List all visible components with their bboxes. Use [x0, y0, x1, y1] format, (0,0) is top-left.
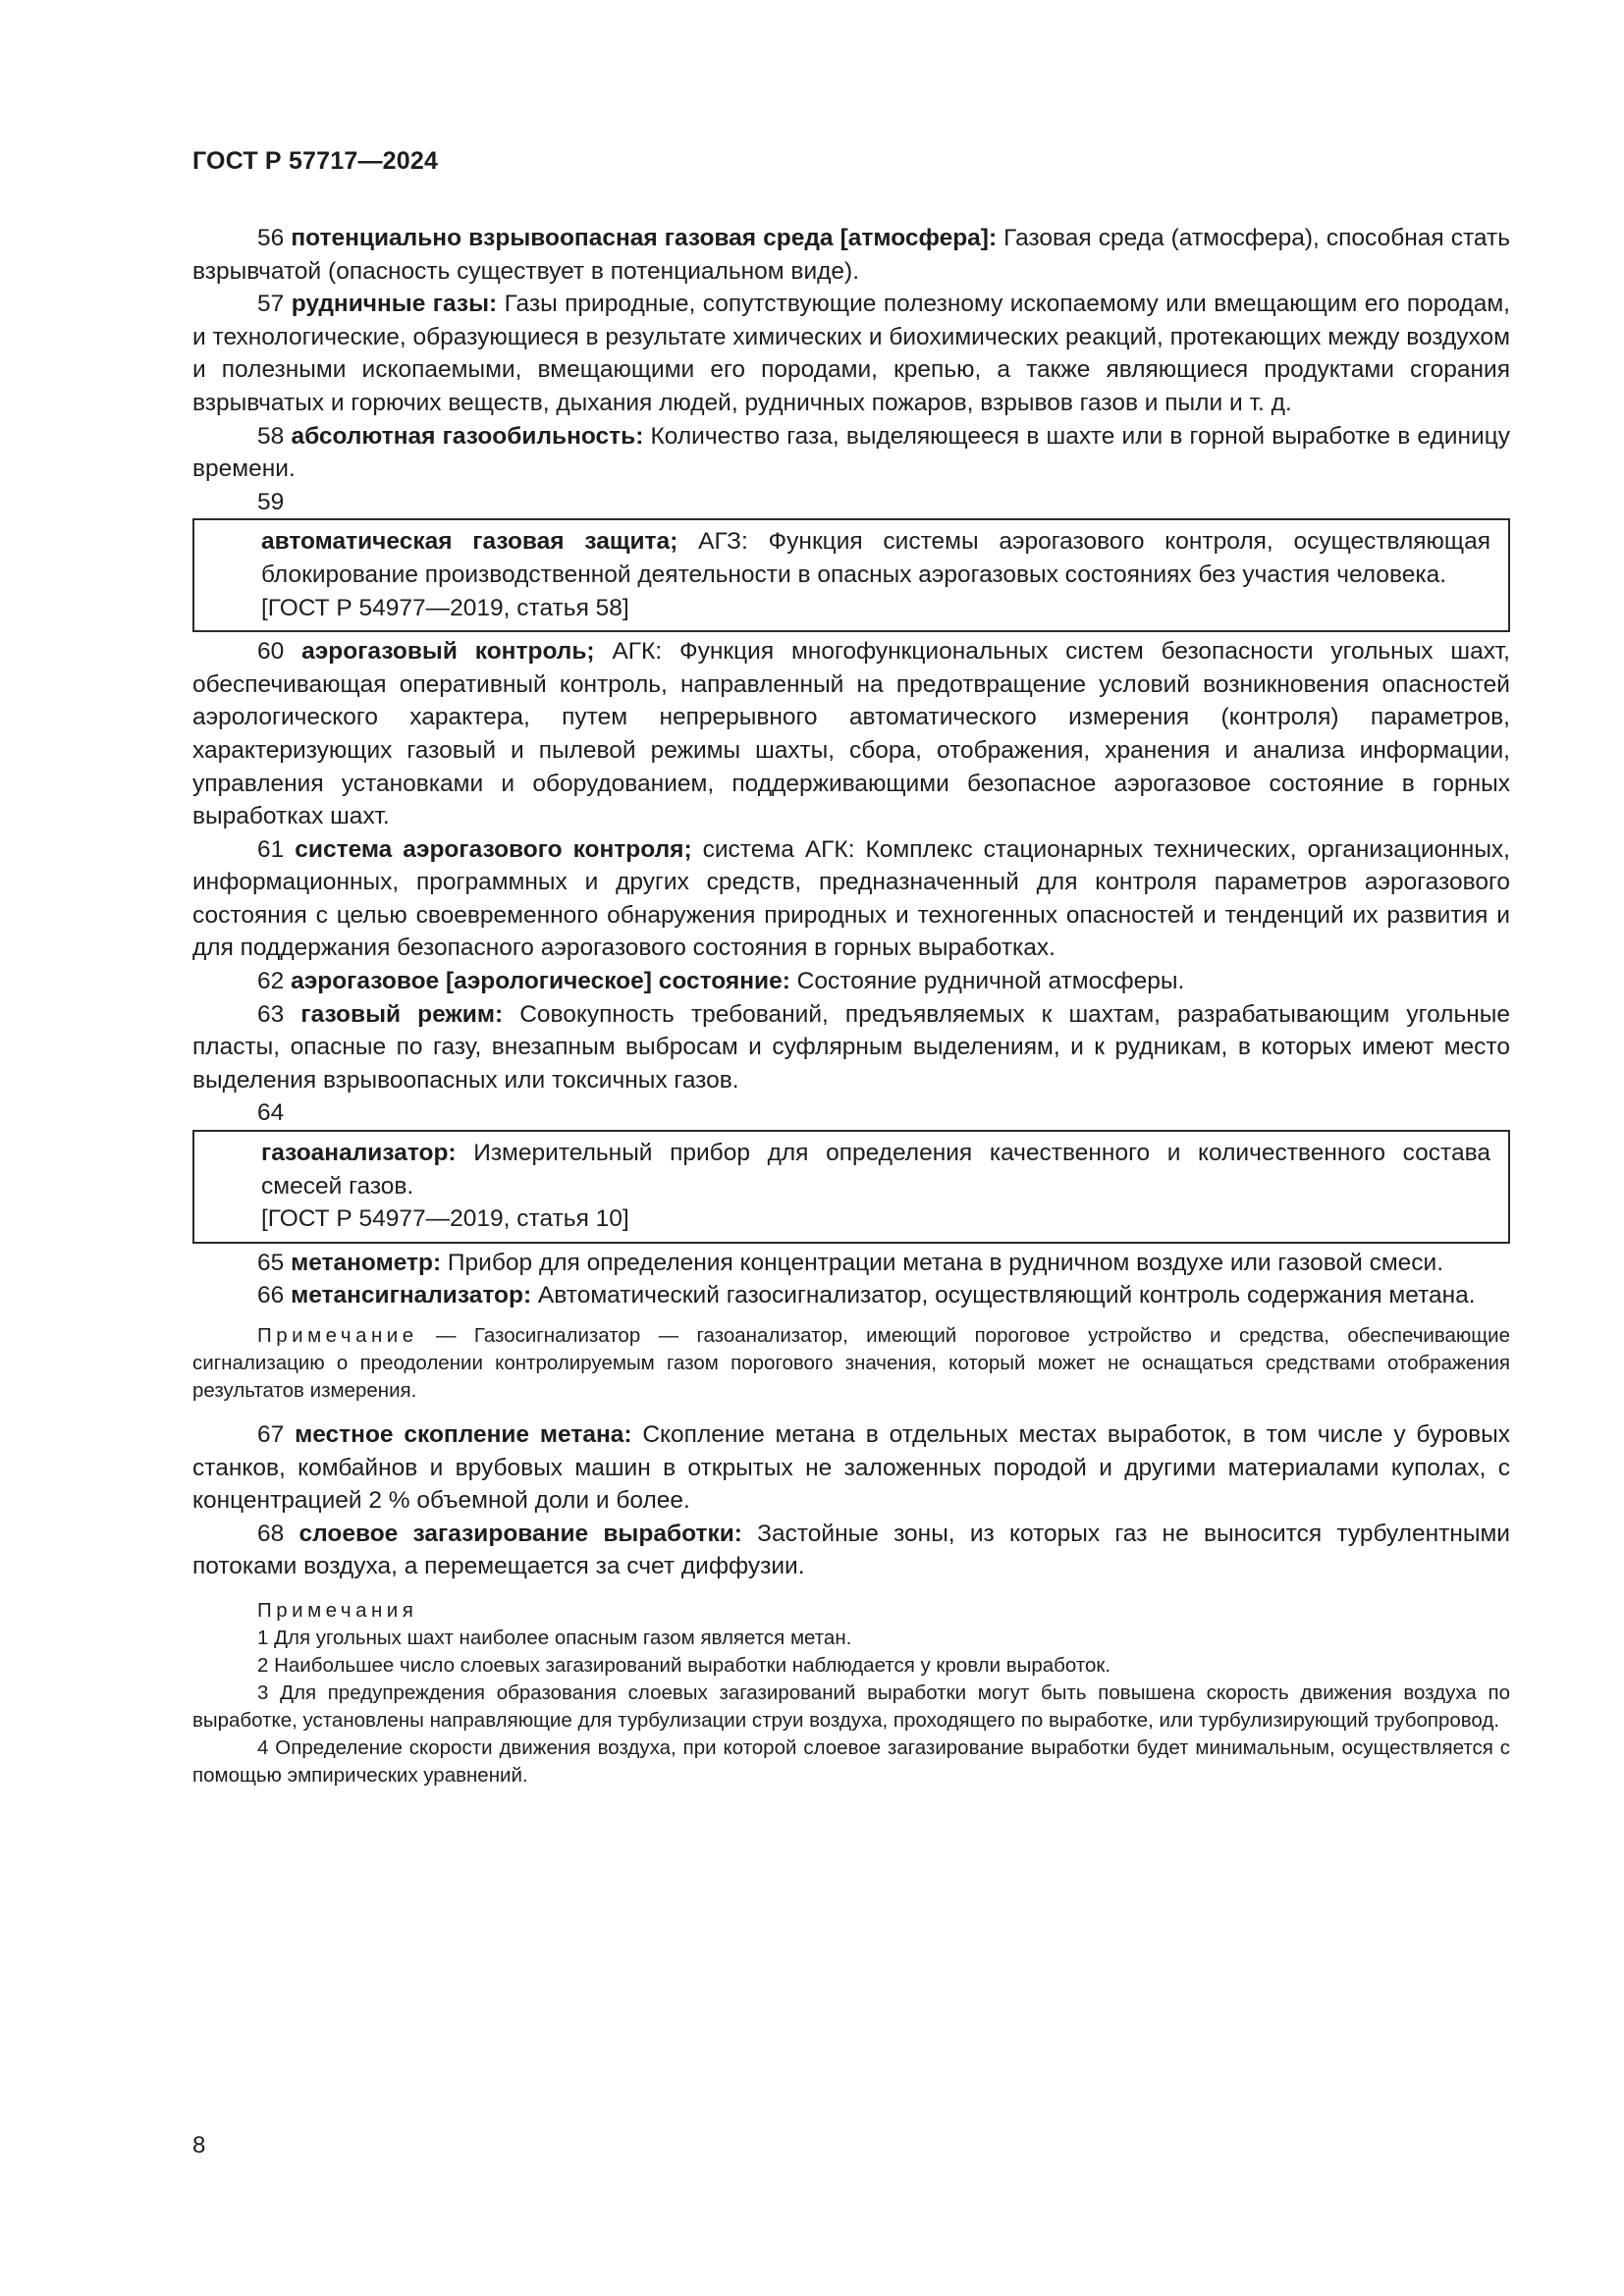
note-text: — Газосигнализатор — газоанализатор, имеющий пороговое устройство и средства, обеспечивающие сигнализацию о преодолении контролируемым газом порогового значения, который может не оснащаться средствами отображения результатов измерения. — [192, 1324, 1510, 1402]
term-entry-61 — [192, 833, 1510, 965]
citation-source: [ГОСТ Р 54977—2019, статья 10] — [261, 1205, 629, 1233]
entry-term: метансигнализатор: — [291, 1282, 532, 1309]
cited-term-box-59 — [192, 518, 1510, 632]
notes-68 — [192, 1597, 1510, 1789]
entry-number: 68 — [257, 1520, 285, 1547]
entry-definition: Газовая среда (атмосфера), способная стать взрывчатой (опасность существует в потенциальном виде). — [192, 225, 1510, 285]
entry-term: аэрогазовое [аэрологическое] состояние: — [291, 968, 790, 995]
entry-definition: Количество газа, выделяющееся в шахте или в горной выработке в единицу времени. — [192, 422, 1510, 483]
entry-term: слоевое загазирование выработки: — [298, 1520, 742, 1547]
entry-term: рудничные газы: — [291, 291, 498, 318]
entry-number: 56 — [257, 225, 285, 251]
term-entry-68 — [192, 1518, 1510, 1583]
entry-number: 67 — [257, 1421, 285, 1448]
term-entry-58 — [192, 420, 1510, 486]
term-entry-66 — [192, 1279, 1510, 1312]
note-label: Примечание — [257, 1324, 418, 1347]
entry-definition: Измерительный прибор для определения качественного и количественного состава смесей газов. — [261, 1140, 1490, 1200]
entry-definition: Прибор для определения концентрации метана в рудничном воздухе или газовой смеси. — [441, 1249, 1444, 1276]
document-code-header: ГОСТ Р 57717—2024 — [192, 147, 439, 175]
entry-number-59: 59 — [257, 488, 285, 515]
entry-number: 61 — [257, 835, 285, 863]
entry-term: автоматическая газовая защита; — [261, 528, 678, 556]
entry-number: 66 — [257, 1282, 285, 1309]
entry-number: 57 — [257, 291, 285, 318]
entry-term: потенциально взрывоопасная газовая среда [атмосфера]: — [291, 225, 998, 251]
term-entry-65 — [192, 1247, 1510, 1280]
citation-source: [ГОСТ Р 54977—2019, статья 58] — [261, 594, 629, 621]
term-entry-63 — [192, 998, 1510, 1097]
entry-number: 60 — [257, 638, 285, 666]
page-number: 8 — [192, 2132, 206, 2159]
note-66 — [192, 1322, 1510, 1405]
entry-term: местное скопление метана: — [295, 1421, 632, 1448]
term-entry-67 — [192, 1418, 1510, 1518]
entry-number: 58 — [257, 422, 285, 450]
entry-term: система аэрогазового контроля; — [295, 835, 692, 863]
entry-definition: Застойные зоны, из которых газ не выносится турбулентными потоками воздуха, а перемещается за счет диффузии. — [192, 1520, 1510, 1580]
entry-number: 62 — [257, 968, 285, 995]
entry-term: абсолютная газообильность: — [291, 422, 644, 450]
entry-term: аэрогазовый контроль; — [301, 638, 595, 666]
entry-number-64: 64 — [257, 1099, 285, 1127]
cited-term-entry — [261, 525, 1490, 591]
cited-term-box-64 — [192, 1130, 1510, 1244]
cited-term-entry — [261, 1137, 1490, 1202]
entry-term: метанометр: — [291, 1249, 442, 1276]
entry-definition: АГК: Функция многофункциональных систем безопасности угольных шахт, обеспечивающая оперативный контроль, направленный на предотвращение условий возникновения опасностей аэрологического характера, путем непрерывного автоматического измерения (контроля) параметров, характеризующих газовый и пылевой режимы шахты, сбора, отображения, хранения и анализа информации, управления установками и оборудованием, поддерживающими безопасное аэрогазовое состояние в горных выработках шахт. — [192, 638, 1510, 830]
notes-title: Примечания — [257, 1598, 418, 1622]
note-item: 3 Для предупреждения образования слоевых загазирований выработки могут быть повышена скорость движения воздуха по выработке, установлены направляющие для турбулизации струи воздуха, проходящего по выработке, или турбулизирующий трубопровод. — [192, 1681, 1510, 1732]
entry-definition: АГЗ: Функция системы аэрогазового контроля, осуществляющая блокирование производственной деятельности в опасных аэрогазовых состояниях без участия человека. — [261, 528, 1490, 588]
note-item: 2 Наибольшее число слоевых загазирований выработки наблюдается у кровли выработок. — [257, 1653, 1111, 1677]
entry-definition: система АГК: Комплекс стационарных технических, организационных, информационных, программных и других средств, предназначенный для контроля параметров аэрогазового состояния с целью своевременного обнаружения природных и техногенных опасностей и тенденций их развития и для поддержания безопасного аэрогазового состояния в горных выработках. — [192, 835, 1510, 962]
term-entry-62 — [192, 965, 1510, 998]
document-body — [192, 222, 1510, 1789]
entry-definition: Состояние рудничной атмосферы. — [789, 968, 1185, 995]
term-entry-57 — [192, 288, 1510, 419]
entry-term: газоанализатор: — [261, 1140, 457, 1167]
entry-definition: Газы природные, сопутствующие полезному ископаемому или вмещающим его породам, и технологические, образующиеся в результате химических и биохимических реакций, протекающих между воздухом и полезными ископаемыми, вмещающими его породами, крепью, а также являющиеся продуктами сгорания взрывчатых и горючих веществ, дыхания людей, рудничных пожаров, взрывов газов и пыли и т. д. — [192, 291, 1510, 416]
entry-term: газовый режим: — [300, 1000, 504, 1028]
entry-definition: Совокупность требований, предъявляемых к шахтам, разрабатывающим угольные пласты, опасные по газу, внезапным выбросам и суфлярным выделениям, и к рудникам, в которых имеют место выделения взрывоопасных или токсичных газов. — [192, 1000, 1510, 1094]
entry-number: 63 — [257, 1000, 285, 1028]
entry-definition: Скопление метана в отдельных местах выработок, в том числе у буровых станков, комбайнов и врубовых машин в открытых не заложенных породой и другими материалами куполах, с концентрацией 2 % объемной доли и более. — [192, 1421, 1511, 1515]
note-item: 4 Определение скорости движения воздуха, при которой слоевое загазирование выработки будет минимальным, осуществляется с помощью эмпирических уравнений. — [192, 1735, 1510, 1787]
entry-number: 65 — [257, 1249, 285, 1276]
entry-definition: Автоматический газосигнализатор, осуществляющий контроль содержания метана. — [531, 1282, 1476, 1309]
note-item: 1 Для угольных шахт наиболее опасным газом является метан. — [257, 1626, 852, 1649]
term-entry-56 — [192, 222, 1510, 288]
term-entry-60 — [192, 635, 1510, 833]
